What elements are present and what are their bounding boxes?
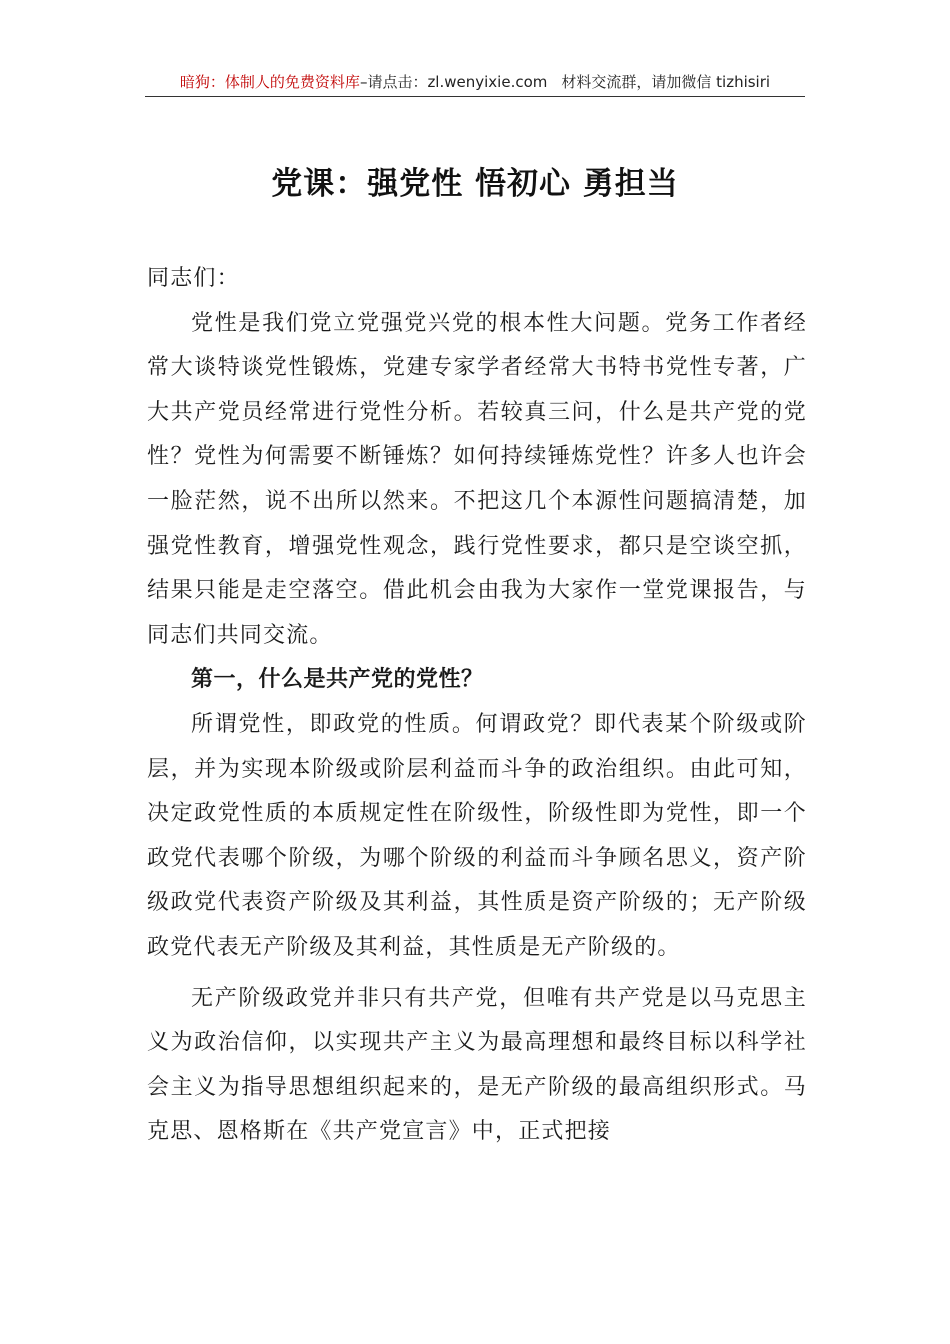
section-heading-1: 第一，什么是共产党的党性？ bbox=[191, 667, 484, 693]
header-site-name: 暗狗：体制人的免费资料库 bbox=[179, 72, 360, 91]
document-body bbox=[147, 257, 807, 1155]
header-link-text[interactable]: –请点击：zl.wenyixie.com bbox=[359, 72, 548, 91]
page-header bbox=[145, 66, 805, 97]
document-title: 党课：强党性 悟初心 勇担当 bbox=[271, 166, 679, 202]
paragraph-intro: 党性是我们党立党强党兴党的根本性大问题。党务工作者经常大谈特谈党性锻炼，党建专家学者经常大书特书党性专著，广大共产党员经常进行党性分析。若较真三问，什么是共产党的党性？党性为何需要不断锤炼？如何持续锤炼党性？许多人也许会一脸茫然，说不出所以然来。不把这几个本源性问题搞清楚，加强党性教育，增强党性观念，践行党性要求，都只是空谈空抓，结果只能是走空落空。借此机会由我为大家作一堂党课报告，与同志们共同交流。 bbox=[147, 310, 807, 648]
greeting: 同志们： bbox=[147, 266, 240, 291]
paragraph-definition: 所谓党性，即政党的性质。何谓政党？即代表某个阶级或阶层，并为实现本阶级或阶层利益而斗争的政治组织。由此可知，决定政党性质的本质规定性在阶级性，阶级性即为党性，即一个政党代表哪个阶级，为哪个阶级的利益而斗争顾名思义，资产阶级政党代表资产阶级及其利益，其性质是资产阶级的；无产阶级政党代表无产阶级及其利益，其性质是无产阶级的。 bbox=[147, 711, 807, 960]
header-contact-text: 材料交流群，请加微信 tizhisiri bbox=[561, 72, 771, 91]
paragraph-proletarian-party: 无产阶级政党并非只有共产党，但唯有共产党是以马克思主义为政治信仰，以实现共产主义为最高理想和最终目标以科学社会主义为指导思想组织起来的，是无产阶级的最高组织形式。马克思、恩格斯在《共产党宣言》中，正式把接 bbox=[147, 985, 807, 1145]
